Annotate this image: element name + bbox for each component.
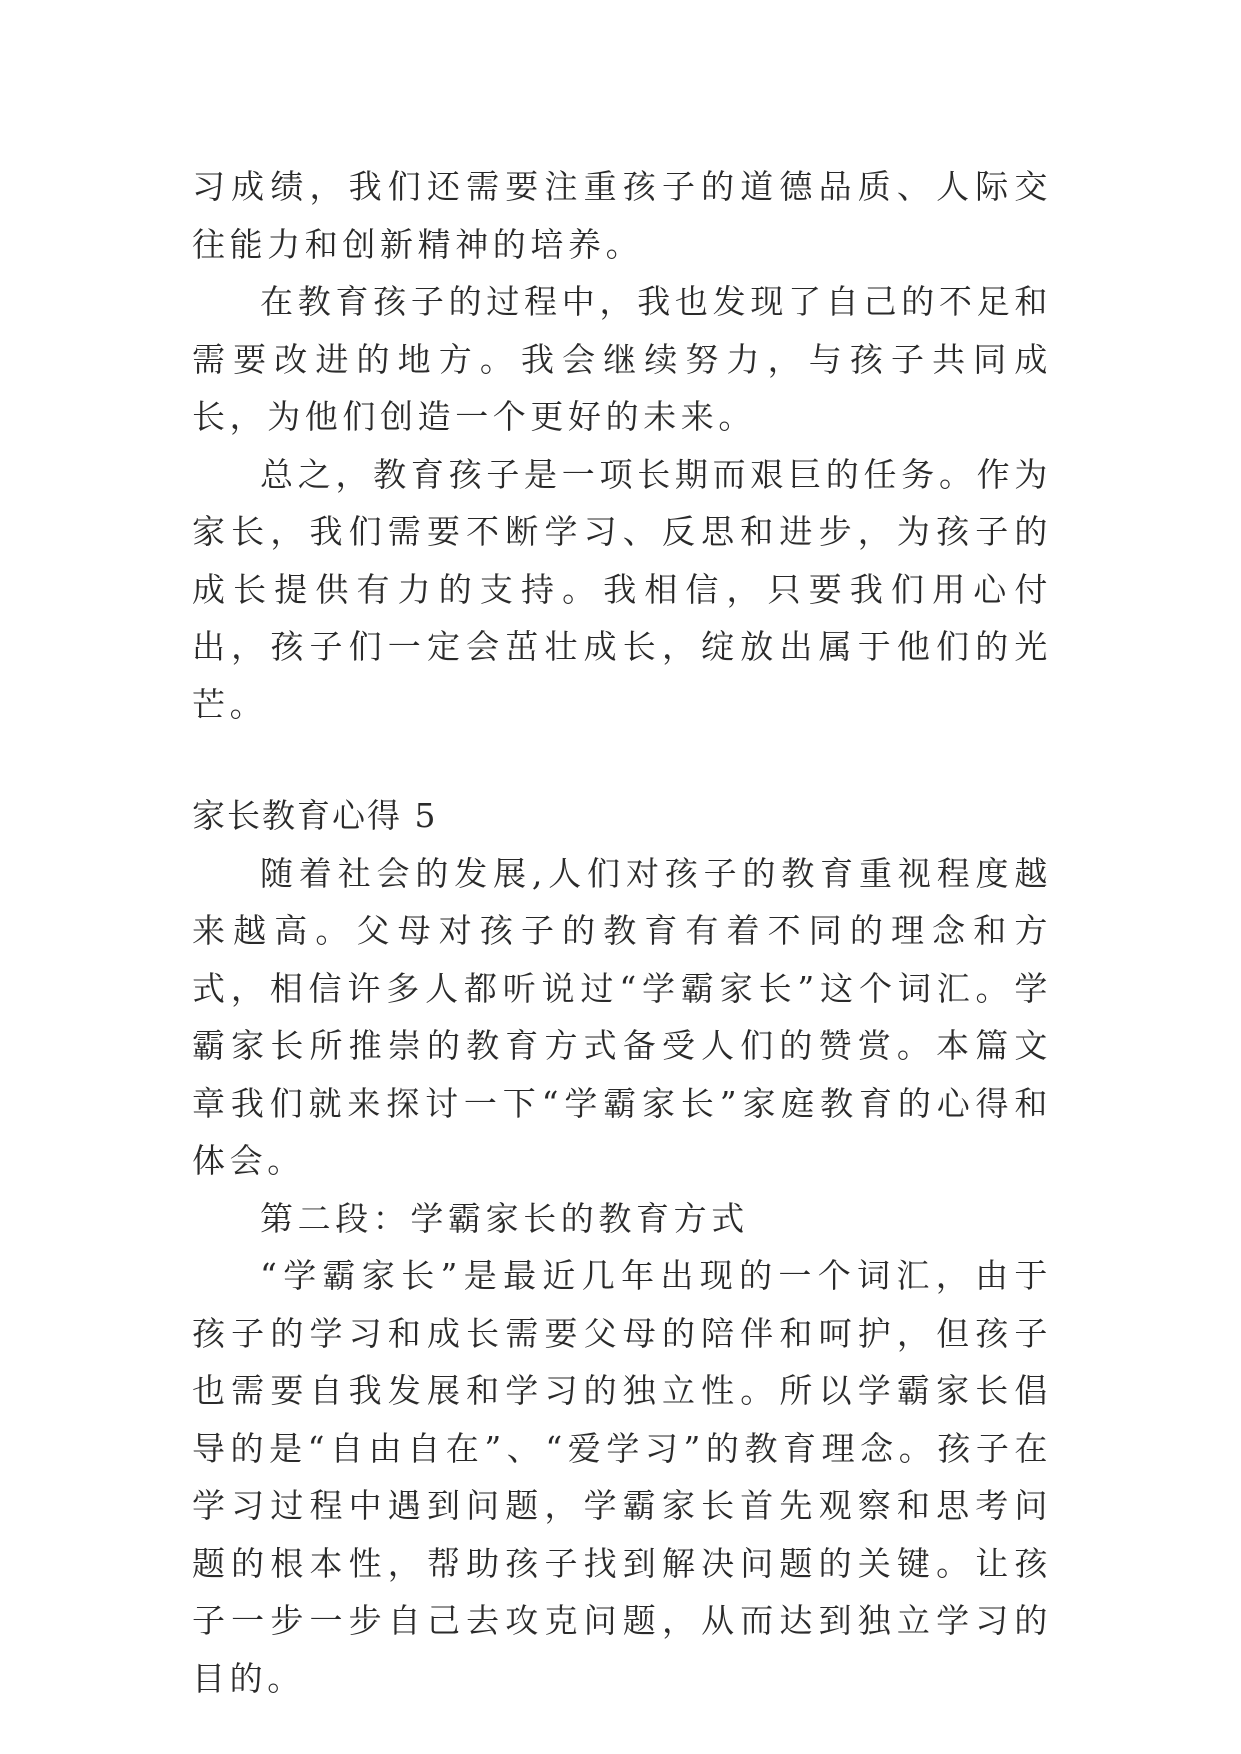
paragraph: “学霸家长”是最近几年出现的一个词汇，由于孩子的学习和成长需要父母的陪伴和呵护，但孩子也需要自我发展和学习的独立性。所以学霸家长倡导的是“自由自在”、“爱学习”的教育理念。孩子在学习过程中遇到问题，学霸家长首先观察和思考问题的根本性，帮助孩子找到解决问题的关键。让孩子一步一步自己去攻克问题，从而达到独立学习的目的。 [192, 1256, 1052, 1698]
subsection-heading: 第二段：学霸家长的教育方式 [260, 1198, 749, 1238]
paragraph: 总之，教育孩子是一项长期而艰巨的任务。作为家长，我们需要不断学习、反思和进步，为孩子的成长提供有力的支持。我相信，只要我们用心付出，孩子们一定会茁壮成长，绽放出属于他们的光芒。 [192, 454, 1052, 724]
paragraph: 随着社会的发展,人们对孩子的教育重视程度越来越高。父母对孩子的教育有着不同的理念和方式，相信许多人都听说过“学霸家长”这个词汇。学霸家长所推崇的教育方式备受人们的赞赏。本篇文章我们就来探讨一下“学霸家长”家庭教育的心得和体会。 [192, 853, 1052, 1180]
paragraph-continuation: 习成绩，我们还需要注重孩子的道德品质、人际交往能力和创新精神的培养。 [192, 167, 1052, 264]
document-body [192, 158, 1052, 1707]
paragraph: 在教育孩子的过程中，我也发现了自己的不足和需要改进的地方。我会继续努力，与孩子共同成长，为他们创造一个更好的未来。 [192, 282, 1052, 436]
section-spacer [192, 733, 1052, 787]
section-title: 家长教育心得 5 [192, 796, 438, 835]
